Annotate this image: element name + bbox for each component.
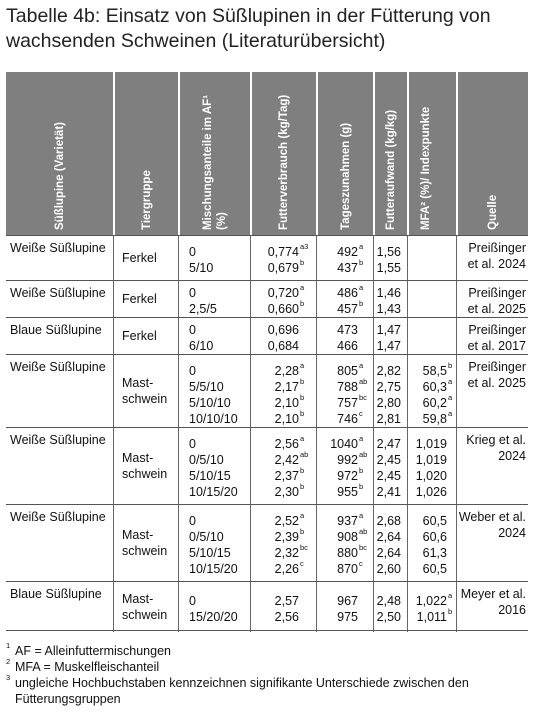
lean-meat-value-number: 1,026 <box>415 485 447 499</box>
lean-meat-value-number: 1,019 <box>415 437 447 451</box>
lean-meat-value: 58,5 b <box>422 361 453 378</box>
feed-conversion-value <box>377 363 401 379</box>
table-cell <box>113 318 179 354</box>
feed-intake-value-number: 2,32 <box>274 546 299 560</box>
table-cell <box>373 281 408 317</box>
feed-conversion-value-number: 2,41 <box>376 485 401 499</box>
mix-share-value: 15/20/20 <box>189 610 238 624</box>
footnotes <box>6 643 530 707</box>
feed-conversion-value-number: 2,45 <box>376 469 401 483</box>
feed-intake-value-number: 2,52 <box>274 514 299 528</box>
feed-conversion-value <box>377 593 401 609</box>
table-cell <box>178 582 251 632</box>
feed-intake-value <box>268 322 299 338</box>
source-label: Preißinger et al. 2017 <box>467 323 526 353</box>
feed-intake-value: 2,30 b <box>274 482 305 499</box>
lean-meat-value-number: 60,6 <box>422 530 447 544</box>
feed-conversion-value-number: 2,45 <box>376 453 401 467</box>
feed-intake-value: 2,28 a <box>274 361 305 378</box>
footnote: 3 ungleiche Hochbuchstaben kennzeichnen signifikante Unterschiede zwischen den Fütterungsgruppen <box>6 673 469 706</box>
data-table <box>6 72 528 632</box>
mix-share-value: 0 <box>189 437 196 451</box>
daily-gain-value-number: 473 <box>337 323 358 337</box>
feed-conversion-value-number: 1,56 <box>376 245 401 259</box>
table-cell <box>373 318 408 354</box>
feed-conversion-value-number: 2,64 <box>376 530 401 544</box>
table-cell <box>407 428 457 504</box>
variety-label: Weiße Süßlupine <box>10 241 106 255</box>
feed-conversion-value <box>377 338 401 354</box>
lean-meat-value-number: 1,011 <box>416 610 447 624</box>
table-cell <box>456 318 529 354</box>
daily-gain-value-number: 992 <box>337 453 358 467</box>
source-label: Weber et al. 2024 <box>458 510 526 540</box>
footnote-text: AF = Alleinfuttermischungen <box>15 644 171 658</box>
feed-conversion-value <box>377 452 401 468</box>
feed-conversion-value-number: 2,80 <box>376 396 401 410</box>
header-variety-label: Süßlupine (Varietät) <box>53 122 66 230</box>
table-cell <box>316 428 374 504</box>
table-cell <box>316 236 374 280</box>
feed-intake-value-number: 0,660 <box>267 302 299 316</box>
mix-share-value: 6/10 <box>189 339 214 353</box>
feed-conversion-value-number: 1,43 <box>376 302 401 316</box>
feed-intake-value-number: 2,39 <box>274 530 299 544</box>
table-cell <box>250 505 317 581</box>
feed-intake-value: 2,56 a <box>274 434 305 451</box>
header-lean-meat <box>409 72 456 235</box>
animal-group-label: Ferkel <box>122 251 157 265</box>
feed-conversion-value-number: 1,55 <box>376 261 401 275</box>
daily-gain-value: 937 a <box>337 511 364 528</box>
table-cell <box>316 582 374 632</box>
daily-gain-value-number: 457 <box>337 302 358 316</box>
table-cell <box>113 428 179 504</box>
header-feed-intake <box>252 72 316 235</box>
table-cell <box>407 355 457 427</box>
feed-intake-value: 0,774 a3 <box>267 242 309 259</box>
table-group <box>6 280 528 317</box>
animal-group-label: Mast-schwein <box>122 376 168 406</box>
feed-intake-value-number: 2,57 <box>274 594 299 608</box>
feed-intake-value-number: 2,37 <box>274 469 299 483</box>
feed-conversion-value-number: 2,75 <box>376 380 401 394</box>
feed-intake-value: 2,39 b <box>274 527 305 544</box>
table-cell <box>373 355 408 427</box>
daily-gain-value-number: 805 <box>337 364 358 378</box>
feed-conversion-value <box>377 379 401 395</box>
header-variety <box>6 72 113 235</box>
source-label: Meyer et al. 2016 <box>460 587 526 617</box>
feed-intake-value-number: 2,10 <box>274 412 299 426</box>
table-cell <box>407 236 457 280</box>
lean-meat-value <box>423 513 447 529</box>
feed-conversion-value-number: 1,47 <box>376 323 401 337</box>
table-cell <box>456 281 529 317</box>
daily-gain-value: 870 c <box>337 559 363 576</box>
table-body <box>6 235 528 632</box>
daily-gain-value-number: 486 <box>337 286 358 300</box>
variety-label: Weiße Süßlupine <box>10 360 106 374</box>
mix-share-value: 0 <box>189 286 196 300</box>
mix-share-value: 0 <box>189 364 196 378</box>
table-group <box>6 504 528 581</box>
lean-meat-value-number: 61,3 <box>422 546 447 560</box>
feed-intake-value-number: 0,684 <box>267 339 299 353</box>
source-label: Preißinger et al. 2025 <box>467 286 526 316</box>
animal-group-label: Mast-schwein <box>122 528 168 558</box>
lean-meat-value <box>416 468 447 484</box>
source-label: Preißinger et al. 2025 <box>467 360 526 390</box>
feed-conversion-value <box>377 468 401 484</box>
table-cell <box>250 428 317 504</box>
source-label: Krieg et al. 2024 <box>466 433 526 463</box>
feed-conversion-value <box>377 609 401 625</box>
lean-meat-value: 59,8 a <box>422 409 453 426</box>
feed-conversion-value <box>377 411 401 427</box>
table-cell <box>113 505 179 581</box>
feed-conversion-value <box>377 260 401 276</box>
feed-conversion-value <box>377 244 401 260</box>
mix-share-value: 0/5/10 <box>189 453 224 467</box>
header-mix-share <box>180 72 250 235</box>
feed-conversion-value-number: 2,50 <box>376 610 401 624</box>
daily-gain-value: 437 b <box>337 258 364 275</box>
table-cell <box>250 582 317 632</box>
table-cell <box>250 318 317 354</box>
feed-conversion-value-number: 2,47 <box>376 437 401 451</box>
mix-share-value: 10/15/20 <box>189 562 238 576</box>
feed-intake-value-number: 0,774 <box>267 245 299 259</box>
header-daily-gain <box>318 72 373 235</box>
table-cell <box>456 236 529 280</box>
header-source-label: Quelle <box>487 194 499 230</box>
lean-meat-value-number: 60,2 <box>422 396 447 410</box>
mix-share-value: 5/5/10 <box>189 380 224 394</box>
table-cell <box>456 355 529 427</box>
daily-gain-value-number: 937 <box>337 514 358 528</box>
feed-intake-value-number: 2,42 <box>274 453 299 467</box>
daily-gain-value <box>337 609 358 625</box>
table-cell <box>178 281 251 317</box>
daily-gain-value: 972 b <box>337 466 364 483</box>
animal-group-label: Mast-schwein <box>122 451 168 481</box>
variety-label: Weiße Süßlupine <box>10 433 106 447</box>
table-cell <box>316 505 374 581</box>
daily-gain-value: 746 c <box>337 409 363 426</box>
table-cell <box>178 505 251 581</box>
feed-intake-value <box>275 593 299 609</box>
daily-gain-value <box>337 338 358 354</box>
table-cell <box>250 281 317 317</box>
daily-gain-value: 880 bc <box>337 543 367 560</box>
table-cell <box>373 236 408 280</box>
table-cell <box>316 281 374 317</box>
daily-gain-value: 486 a <box>337 283 364 300</box>
table-group <box>6 317 528 354</box>
table-cell <box>456 505 529 581</box>
table-group <box>6 581 528 632</box>
daily-gain-value-number: 746 <box>337 412 358 426</box>
feed-conversion-value-number: 2,64 <box>376 546 401 560</box>
feed-conversion-value <box>377 301 401 317</box>
lean-meat-value-number: 60,5 <box>422 514 447 528</box>
table-cell <box>250 355 317 427</box>
daily-gain-value-number: 967 <box>337 594 358 608</box>
table-cell <box>407 281 457 317</box>
daily-gain-value: 1040 a <box>330 434 364 451</box>
feed-intake-value-number: 2,28 <box>274 364 299 378</box>
lean-meat-value-number: 60,3 <box>422 380 447 394</box>
table-cell <box>113 281 179 317</box>
feed-intake-value-number: 2,56 <box>274 610 299 624</box>
mix-share-value: 0 <box>189 323 196 337</box>
header-feed-conversion <box>375 72 407 235</box>
feed-intake-value-number: 2,26 <box>274 562 299 576</box>
table-cell <box>456 582 529 632</box>
lean-meat-value-number: 1,022 <box>415 594 447 608</box>
daily-gain-value-number: 955 <box>337 485 358 499</box>
daily-gain-value-number: 870 <box>337 562 358 576</box>
feed-intake-value: 2,52 a <box>274 511 305 528</box>
table-cell <box>178 355 251 427</box>
lean-meat-value: 1,011 b <box>416 607 453 624</box>
daily-gain-value <box>337 593 358 609</box>
mix-share-value: 5/10/15 <box>189 546 231 560</box>
feed-conversion-value-number: 2,48 <box>376 594 401 608</box>
lean-meat-value <box>416 484 447 500</box>
table-cell <box>113 236 179 280</box>
table-cell <box>6 281 113 317</box>
table-cell <box>373 505 408 581</box>
lean-meat-value <box>416 452 447 468</box>
table-header <box>6 72 528 235</box>
feed-conversion-value <box>377 545 401 561</box>
feed-intake-value: 0,679 b <box>267 258 305 275</box>
feed-conversion-value <box>377 395 401 411</box>
table-cell <box>178 236 251 280</box>
lean-meat-value <box>416 436 447 452</box>
table-cell <box>6 505 113 581</box>
header-daily-gain-label: Tageszunahmen (g) <box>339 122 352 230</box>
feed-intake-value-number: 2,56 <box>274 437 299 451</box>
header-feed-intake-label: Futterverbrauch (kg/Tag) <box>278 94 290 230</box>
feed-intake-value-number: 0,696 <box>267 323 299 337</box>
mix-share-value: 2,5/5 <box>189 302 217 316</box>
daily-gain-value-number: 788 <box>337 380 358 394</box>
table-cell <box>407 582 457 632</box>
mix-share-value: 0 <box>189 514 196 528</box>
table-group <box>6 235 528 280</box>
variety-label: Weiße Süßlupine <box>10 510 106 524</box>
table-cell <box>6 318 113 354</box>
header-mix-share-label: Mischungsanteile im AF¹ (%) <box>202 94 228 230</box>
mix-share-value: 5/10/15 <box>189 469 231 483</box>
mix-share-value: 0 <box>189 594 196 608</box>
feed-intake-value-number: 2,10 <box>274 396 299 410</box>
daily-gain-value: 788 ab <box>337 377 368 394</box>
daily-gain-value: 457 b <box>337 299 364 316</box>
feed-intake-value: 2,37 b <box>274 466 305 483</box>
daily-gain-value-number: 1040 <box>330 437 358 451</box>
mix-share-value: 10/15/20 <box>189 485 238 499</box>
daily-gain-value-number: 492 <box>337 245 358 259</box>
footnote: 1 AF = Alleinfuttermischungen <box>6 641 171 658</box>
footnote-text: ungleiche Hochbuchstaben kennzeichnen signifikante Unterschiede zwischen den Fütterungsgruppen <box>15 676 469 706</box>
table-cell <box>6 236 113 280</box>
daily-gain-value-number: 880 <box>337 546 358 560</box>
feed-intake-value: 2,17 b <box>274 377 305 394</box>
lean-meat-value-number: 58,5 <box>422 364 447 378</box>
source-label: Preißinger et al. 2024 <box>467 241 526 271</box>
feed-conversion-value <box>377 513 401 529</box>
lean-meat-value-number: 60,5 <box>422 562 447 576</box>
feed-conversion-value-number: 2,81 <box>376 412 401 426</box>
daily-gain-value-number: 437 <box>337 261 358 275</box>
feed-intake-value: 2,10 b <box>274 409 305 426</box>
variety-label: Weiße Süßlupine <box>10 286 106 300</box>
feed-intake-value-number: 0,679 <box>267 261 299 275</box>
lean-meat-value <box>423 545 447 561</box>
table-cell <box>6 428 113 504</box>
feed-conversion-value-number: 2,60 <box>376 562 401 576</box>
table-cell <box>373 428 408 504</box>
table-cell <box>178 318 251 354</box>
daily-gain-value-number: 757 <box>337 396 358 410</box>
table-bottom-rule <box>6 630 528 631</box>
feed-intake-value: 2,32 bc <box>274 543 308 560</box>
table-cell <box>316 355 374 427</box>
animal-group-label: Ferkel <box>122 329 157 343</box>
mix-share-value: 5/10/10 <box>189 396 231 410</box>
footnote-text: MFA = Muskelfleischanteil <box>15 660 160 674</box>
mix-share-value: 5/10 <box>189 261 214 275</box>
lean-meat-value-number: 59,8 <box>422 412 447 426</box>
daily-gain-value-number: 908 <box>337 530 358 544</box>
daily-gain-value: 757 bc <box>337 393 367 410</box>
daily-gain-value-number: 972 <box>337 469 358 483</box>
daily-gain-value: 992 ab <box>337 450 368 467</box>
feed-intake-value-number: 2,30 <box>274 485 299 499</box>
table-cell <box>373 582 408 632</box>
table-group <box>6 427 528 504</box>
header-feed-conversion-label: Futteraufwand (kg/kg) <box>385 109 397 230</box>
lean-meat-value: 60,2 a <box>422 393 453 410</box>
header-animal-group <box>115 72 178 235</box>
feed-intake-value-number: 0,720 <box>267 286 299 300</box>
daily-gain-value-number: 466 <box>337 339 358 353</box>
feed-conversion-value <box>377 285 401 301</box>
lean-meat-value: 60,3 a <box>422 377 453 394</box>
header-source <box>458 72 528 235</box>
animal-group-label: Mast-schwein <box>122 592 168 622</box>
feed-intake-value: 0,660 b <box>267 299 305 316</box>
daily-gain-value <box>337 322 358 338</box>
table-title: Tabelle 4b: Einsatz von Süßlupinen in der Fütterung von wachsenden Schweinen (Literaturübersicht) <box>6 5 491 52</box>
table-cell <box>407 318 457 354</box>
feed-conversion-value-number: 1,46 <box>376 286 401 300</box>
header-animal-group-label: Tiergruppe <box>140 170 153 230</box>
daily-gain-value-number: 975 <box>337 610 358 624</box>
feed-conversion-value <box>377 561 401 577</box>
daily-gain-value: 492 a <box>337 242 364 259</box>
lean-meat-value-number: 1,020 <box>415 469 447 483</box>
feed-conversion-value-number: 2,82 <box>376 364 401 378</box>
feed-conversion-value <box>377 484 401 500</box>
mix-share-value: 10/10/10 <box>189 412 238 426</box>
table-cell <box>113 582 179 632</box>
variety-label: Blaue Süßlupine <box>10 587 102 601</box>
mix-share-value: 0/5/10 <box>189 530 224 544</box>
table-cell <box>113 355 179 427</box>
feed-intake-value: 2,10 b <box>274 393 305 410</box>
variety-label: Blaue Süßlupine <box>10 323 102 337</box>
lean-meat-value <box>423 529 447 545</box>
mix-share-value: 0 <box>189 245 196 259</box>
feed-conversion-value-number: 1,47 <box>376 339 401 353</box>
table-cell <box>316 318 374 354</box>
table-group <box>6 354 528 427</box>
table-cell <box>6 355 113 427</box>
table-cell <box>407 505 457 581</box>
feed-intake-value: 2,42 ab <box>274 450 309 467</box>
daily-gain-value: 955 b <box>337 482 364 499</box>
feed-intake-value: 2,26 c <box>274 559 304 576</box>
feed-intake-value <box>268 338 299 354</box>
daily-gain-value: 805 a <box>337 361 364 378</box>
daily-gain-value: 908 ab <box>337 527 368 544</box>
feed-intake-value-number: 2,17 <box>274 380 299 394</box>
table-cell <box>456 428 529 504</box>
lean-meat-value: 1,022 a <box>415 591 453 608</box>
feed-conversion-value <box>377 529 401 545</box>
header-lean-meat-label: MFA² (%)/ Indexpunkte <box>419 106 432 230</box>
footnote: 2 MFA = Muskelfleischanteil <box>6 657 160 674</box>
table-cell <box>178 428 251 504</box>
feed-conversion-value <box>377 436 401 452</box>
lean-meat-value-number: 1,019 <box>415 453 447 467</box>
feed-intake-value <box>275 609 299 625</box>
feed-intake-value: 0,720 a <box>267 283 305 300</box>
lean-meat-value <box>423 561 447 577</box>
table-cell <box>6 582 113 632</box>
feed-conversion-value <box>377 322 401 338</box>
animal-group-label: Ferkel <box>122 292 157 306</box>
table-cell <box>250 236 317 280</box>
feed-conversion-value-number: 2,68 <box>376 514 401 528</box>
